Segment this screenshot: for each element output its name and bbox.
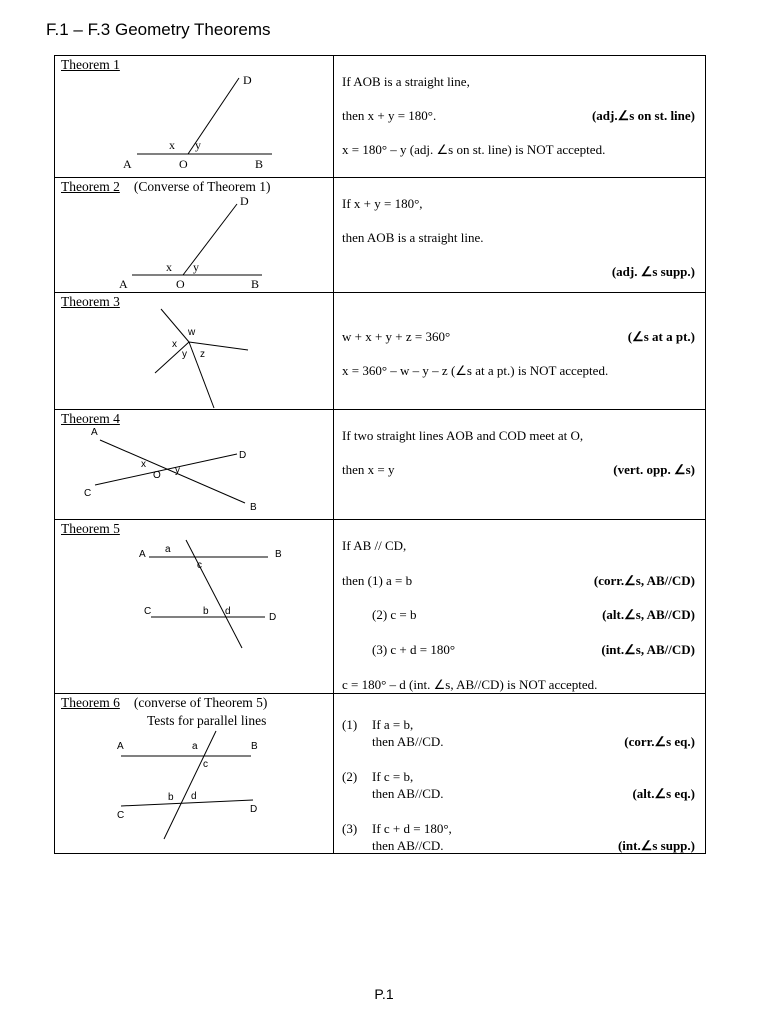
statement-line: x = 360° – w – y – z (∠s at a pt.) is NOT accepted.	[342, 363, 609, 378]
statement-line: (1) If a = b,	[342, 717, 414, 732]
label-c: C	[84, 488, 92, 499]
label-o: O	[176, 277, 185, 291]
theorem-3-row	[55, 293, 706, 410]
label-a: a	[192, 741, 198, 752]
ray-2	[189, 342, 248, 350]
reason: (∠s at a pt.)	[627, 329, 695, 344]
theorem-1-row	[55, 56, 706, 178]
statement-line: w + x + y + z = 360° (∠s at a pt.)	[342, 329, 695, 344]
statement-line: (3) If c + d = 180°,	[342, 821, 452, 836]
statement-line: then x + y = 180°. (adj.∠s on st. line)	[342, 108, 695, 123]
statement-line: If AB // CD,	[342, 538, 407, 553]
label-d-upper: D	[269, 612, 277, 623]
vertically-opposite-angles-diagram	[55, 410, 333, 520]
theorem-5-figure	[55, 520, 334, 694]
theorem-4-figure	[55, 410, 334, 520]
theorem-3-figure	[55, 293, 334, 410]
label-d: D	[240, 194, 249, 208]
theorem-2-row	[55, 178, 706, 293]
label-w: w	[188, 327, 196, 338]
label-b: b	[168, 792, 174, 803]
label-c-upper: C	[144, 606, 152, 617]
label-d: D	[239, 450, 247, 461]
label-o: O	[153, 470, 161, 481]
label-x: x	[172, 339, 177, 350]
reason: (int.∠s, AB//CD)	[601, 642, 695, 657]
statement-line: If x + y = 180°,	[342, 196, 423, 211]
theorem-name: Theorem 2	[61, 179, 120, 194]
statement-line: If AOB is a straight line,	[342, 74, 470, 89]
statement-line: then AB//CD. (corr.∠s eq.)	[372, 734, 695, 749]
label-a: A	[91, 427, 98, 438]
statement-line: If two straight lines AOB and COD meet at O,	[342, 428, 584, 443]
line-cd	[121, 800, 253, 806]
label-y: y	[175, 465, 180, 476]
label-a: a	[165, 544, 171, 555]
statement-line: then (1) a = b (corr.∠s, AB//CD)	[342, 573, 695, 588]
statement-line: then AB//CD. (int.∠s supp.)	[372, 838, 695, 853]
reason: (adj. ∠s supp.)	[611, 264, 695, 279]
theorem-3-statement	[334, 293, 706, 410]
theorem-name: Theorem 1	[61, 57, 120, 72]
statement-line: x = 180° – y (adj. ∠s on st. line) is NOT accepted.	[342, 142, 606, 157]
label-b: B	[255, 157, 264, 171]
statement-line: (2) If c = b,	[342, 769, 414, 784]
reason: (vert. opp. ∠s)	[613, 462, 695, 477]
theorem-4-statement	[334, 410, 706, 520]
theorems-table	[54, 55, 706, 854]
straight-line-angles-diagram	[55, 56, 333, 178]
statement-line: then AB//CD. (alt.∠s eq.)	[372, 786, 695, 801]
label-d: d	[225, 606, 231, 617]
label-a: A	[123, 157, 132, 171]
converse-straight-line-diagram	[55, 178, 333, 293]
theorem-name: Theorem 5	[61, 521, 120, 536]
angles-at-a-point-diagram	[55, 293, 333, 410]
label-x: x	[166, 260, 172, 274]
reason: (alt.∠s eq.)	[632, 786, 695, 801]
line-aob	[100, 440, 245, 503]
theorem-name: Theorem 3	[61, 294, 120, 309]
label-b-upper: B	[251, 741, 258, 752]
transversal	[186, 540, 242, 648]
label-a-upper: A	[117, 741, 124, 752]
page-number: P.1	[374, 986, 394, 1002]
theorem-name: Theorem 4	[61, 411, 120, 426]
label-z: z	[200, 349, 205, 360]
page-title: F.1 – F.3 Geometry Theorems	[46, 20, 271, 39]
theorem-5-statement	[334, 520, 706, 694]
reason: (alt.∠s, AB//CD)	[602, 607, 695, 622]
label-c: c	[197, 560, 202, 571]
reason: (int.∠s supp.)	[617, 838, 695, 853]
theorem-1-figure	[55, 56, 334, 178]
label-o: O	[179, 157, 188, 171]
transversal	[164, 731, 216, 839]
theorem-1-statement	[334, 56, 706, 178]
label-d: D	[243, 73, 252, 87]
theorem-6-statement	[334, 694, 706, 854]
statement-line: (3) c + d = 180° (int.∠s, AB//CD)	[372, 642, 695, 657]
ray-od	[183, 204, 237, 275]
statement-line: (2) c = b (alt.∠s, AB//CD)	[372, 607, 695, 622]
theorem-5-row	[55, 520, 706, 694]
theorem-2-statement	[334, 178, 706, 293]
label-y: y	[195, 138, 201, 152]
label-a: A	[119, 277, 128, 291]
parallel-lines-diagram	[55, 520, 333, 694]
label-c-upper: C	[117, 810, 125, 821]
label-b: b	[203, 606, 209, 617]
theorem-2-figure	[55, 178, 334, 293]
label-b: B	[251, 277, 260, 291]
statement-line: then x = y (vert. opp. ∠s)	[342, 462, 695, 477]
label-x: x	[141, 459, 146, 470]
statement-line: then AOB is a straight line.	[342, 230, 484, 245]
theorem-6-figure	[55, 694, 334, 854]
theorem-4-row	[55, 410, 706, 520]
theorem-note: (Converse of Theorem 1)	[133, 179, 271, 194]
label-d-upper: D	[250, 804, 258, 815]
label-x: x	[169, 138, 175, 152]
label-c: c	[203, 759, 208, 770]
label-y: y	[193, 260, 199, 274]
theorem-6-row	[55, 694, 706, 854]
reason: (corr.∠s, AB//CD)	[593, 573, 695, 588]
label-d: d	[191, 791, 197, 802]
reason: (adj.∠s on st. line)	[591, 108, 695, 123]
parallel-lines-tests-diagram	[55, 694, 333, 854]
label-y: y	[182, 349, 187, 360]
label-b: B	[250, 502, 257, 513]
ray-1	[161, 309, 189, 342]
reason: (corr.∠s eq.)	[624, 734, 695, 749]
statement-line: c = 180° – d (int. ∠s, AB//CD) is NOT accepted.	[342, 677, 598, 692]
theorem-name: Theorem 6	[61, 695, 120, 710]
line-cod	[95, 454, 237, 485]
label-b-upper: B	[275, 549, 282, 560]
theorem-note: (converse of Theorem 5)	[133, 695, 268, 710]
label-a-upper: A	[139, 549, 146, 560]
theorem-subtitle: Tests for parallel lines	[147, 713, 267, 728]
